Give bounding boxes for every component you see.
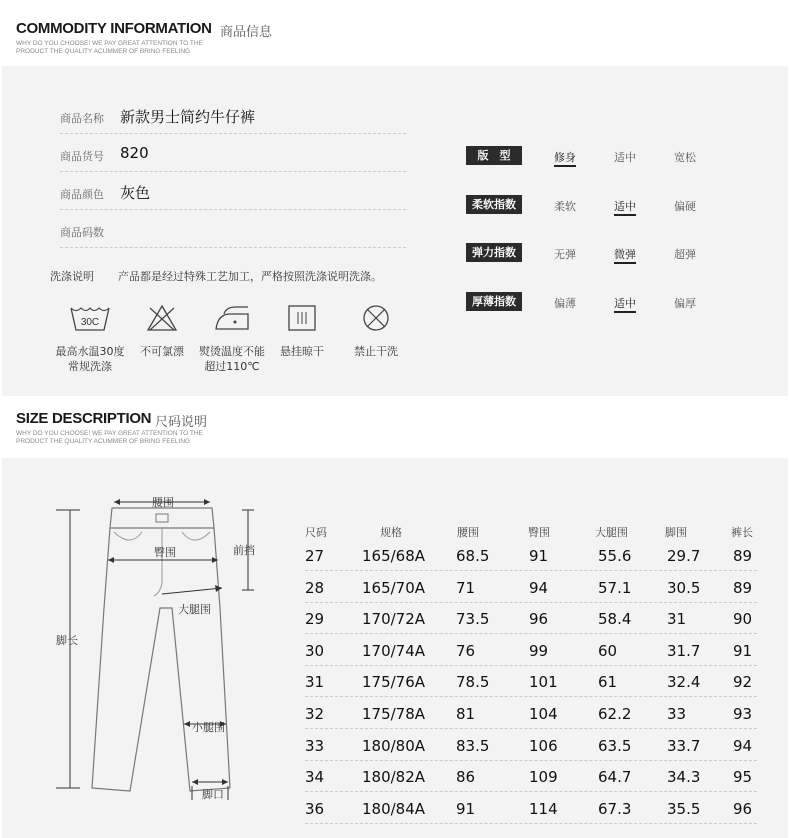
scale-softness <box>466 195 706 215</box>
label-calf: 小腿围 <box>192 721 225 734</box>
scale-option: 适中 <box>614 198 636 216</box>
care-label: 常规洗涤 <box>68 360 112 373</box>
table-cell: 170/74A <box>362 641 426 660</box>
table-cell: 81 <box>456 705 476 723</box>
care-item-no-dry-clean <box>348 304 404 359</box>
care-item-hang-dry <box>274 304 330 359</box>
scale-tag: 版 型 <box>466 146 522 165</box>
table-cell: 175/78A <box>362 705 426 723</box>
table-cell: 170/72A <box>362 610 426 629</box>
table-cell: 67.3 <box>598 799 632 818</box>
table-cell: 34.3 <box>667 768 701 787</box>
table-cell: 31.7 <box>667 641 701 660</box>
table-cell: 31 <box>667 610 687 629</box>
scale-tag: 厚薄指数 <box>466 292 522 311</box>
table-cell: 94 <box>733 736 753 755</box>
table-cell: 96 <box>733 799 753 818</box>
size-title-cn: 尺码说明 <box>155 415 208 430</box>
table-cell: 180/80A <box>362 736 426 755</box>
table-cell: 101 <box>529 673 558 692</box>
table-cell: 78.5 <box>456 673 490 692</box>
table-cell: 32.4 <box>667 673 701 692</box>
scale-elasticity <box>466 243 706 263</box>
table-cell: 91 <box>529 547 549 565</box>
table-cell: 180/82A <box>362 768 426 787</box>
table-cell: 30.5 <box>667 578 701 597</box>
size-title-en: SIZE DESCRIPTION <box>16 410 152 427</box>
table-cell: 86 <box>456 768 476 787</box>
table-cell: 96 <box>529 610 549 629</box>
label-rise: 前挡 <box>233 544 255 557</box>
care-item-wash <box>48 304 132 374</box>
label-waist: 腰围 <box>152 496 174 509</box>
scale-fit <box>466 146 706 166</box>
table-cell: 114 <box>529 799 558 818</box>
size-subtitle-line2: PRODUCT THE QUALITY ACUMMER OF BRING FEELING <box>16 438 191 445</box>
scale-option: 偏硬 <box>674 200 696 213</box>
care-label: 禁止干洗 <box>354 345 398 358</box>
table-cell: 175/76A <box>362 673 426 692</box>
table-cell: 94 <box>529 578 549 597</box>
table-cell: 89 <box>733 547 753 565</box>
table-cell: 68.5 <box>456 547 490 565</box>
size-header-cell: 脚围 <box>665 526 687 539</box>
size-header-cell: 裤长 <box>731 526 753 539</box>
table-cell: 83.5 <box>456 736 490 755</box>
table-cell: 76 <box>456 641 476 660</box>
scale-option: 偏薄 <box>554 297 576 310</box>
table-cell: 55.6 <box>598 547 632 565</box>
commodity-title-cn: 商品信息 <box>220 25 273 40</box>
table-cell: 30 <box>305 641 325 660</box>
table-row-divider <box>305 602 757 603</box>
size-header <box>0 396 790 458</box>
scale-option: 超弹 <box>674 248 696 261</box>
attr-label: 商品码数 <box>60 226 104 239</box>
care-item-iron <box>192 304 272 374</box>
table-row-divider <box>305 760 757 761</box>
size-panel <box>2 458 788 838</box>
iron-icon <box>210 304 254 332</box>
size-header-cell: 臀围 <box>528 526 550 539</box>
size-subtitle <box>16 430 236 446</box>
scale-option: 适中 <box>614 151 636 164</box>
attr-label: 商品货号 <box>60 150 104 163</box>
table-cell: 62.2 <box>598 705 632 723</box>
table-cell: 32 <box>305 705 325 723</box>
table-cell: 73.5 <box>456 610 490 629</box>
table-cell: 165/68A <box>362 547 426 565</box>
hang-dry-icon <box>285 304 319 332</box>
care-label: 悬挂晾干 <box>280 345 324 358</box>
label-thigh: 大腿围 <box>178 603 211 616</box>
table-row-divider <box>305 696 757 697</box>
scale-option: 修身 <box>554 149 576 167</box>
attr-label: 商品名称 <box>60 112 104 125</box>
attr-label: 商品颜色 <box>60 188 104 201</box>
table-cell: 180/84A <box>362 799 426 818</box>
table-cell: 36 <box>305 799 325 818</box>
scale-option: 偏厚 <box>674 297 696 310</box>
table-cell: 33.7 <box>667 736 701 755</box>
commodity-panel <box>2 66 788 396</box>
care-label: 熨烫温度不能 <box>199 345 265 358</box>
table-cell: 28 <box>305 578 325 597</box>
table-cell: 58.4 <box>598 610 632 629</box>
commodity-subtitle-line1: WHY DO YOU CHOOSE! WE PAY GREAT ATTENTION TO THE <box>16 40 203 47</box>
care-label: 不可氯漂 <box>140 345 184 358</box>
scale-option: 柔软 <box>554 200 576 213</box>
table-cell: 165/70A <box>362 578 426 597</box>
table-cell: 31 <box>305 673 325 692</box>
label-length: 脚长 <box>56 634 78 647</box>
pants-diagram <box>42 488 272 833</box>
table-cell: 90 <box>733 610 753 629</box>
scale-tag: 柔软指数 <box>466 195 522 214</box>
table-cell: 93 <box>733 705 753 723</box>
care-item-no-bleach <box>134 304 190 359</box>
table-row-divider <box>305 728 757 729</box>
table-cell: 33 <box>305 736 325 755</box>
table-row-divider <box>305 633 757 634</box>
care-label: 超过110℃ <box>204 360 260 373</box>
attr-row-color <box>60 174 406 210</box>
attr-row-sizes <box>60 212 406 248</box>
table-cell: 29.7 <box>667 547 701 565</box>
wash-text: 产品都是经过特殊工艺加工，严格按照洗涤说明洗涤。 <box>118 270 382 283</box>
attr-value: 灰色 <box>120 184 151 202</box>
scale-option: 无弹 <box>554 248 576 261</box>
scale-tag: 弹力指数 <box>466 243 522 262</box>
label-hem: 脚口 <box>202 788 224 801</box>
attr-value: 820 <box>120 144 149 162</box>
commodity-subtitle-line2: PRODUCT THE QUALITY ACUMMER OF BRING FEELING <box>16 48 191 55</box>
label-hip: 臀围 <box>154 546 176 559</box>
care-label: 最高水温30度 <box>55 345 125 358</box>
table-cell: 104 <box>529 705 558 723</box>
commodity-title-en: COMMODITY INFORMATION <box>16 20 212 37</box>
table-cell: 99 <box>529 641 549 660</box>
size-subtitle-line1: WHY DO YOU CHOOSE! WE PAY GREAT ATTENTION TO THE <box>16 430 203 437</box>
table-row-divider <box>305 570 757 571</box>
attr-value: 新款男士简约牛仔裤 <box>120 108 256 126</box>
wash-instructions <box>50 268 382 284</box>
table-cell: 60 <box>598 641 618 660</box>
no-dry-clean-icon <box>359 304 393 332</box>
scale-option: 宽松 <box>674 151 696 164</box>
table-cell: 57.1 <box>598 578 632 597</box>
wash-label: 洗涤说明 <box>50 270 94 283</box>
table-cell: 34 <box>305 768 325 787</box>
wash-temp-glyph: 30C <box>80 317 100 328</box>
table-cell: 91 <box>456 799 476 818</box>
size-header-cell: 大腿围 <box>595 526 628 539</box>
table-cell: 89 <box>733 578 753 597</box>
attr-row-sku <box>60 136 406 172</box>
scale-option: 微弹 <box>614 246 636 264</box>
size-header-cell: 规格 <box>380 526 402 539</box>
table-cell: 64.7 <box>598 768 632 787</box>
table-cell: 29 <box>305 610 325 629</box>
table-cell: 71 <box>456 578 476 597</box>
table-row-divider <box>305 665 757 666</box>
commodity-subtitle <box>16 40 236 56</box>
wash-30c-icon <box>68 304 112 332</box>
table-cell: 109 <box>529 768 558 787</box>
size-header-cell: 尺码 <box>305 526 327 539</box>
table-row-divider <box>305 791 757 792</box>
table-cell: 33 <box>667 705 687 723</box>
table-cell: 35.5 <box>667 799 701 818</box>
table-row-divider <box>305 823 757 824</box>
commodity-header <box>0 0 790 62</box>
table-cell: 106 <box>529 736 558 755</box>
scale-thickness <box>466 292 706 312</box>
table-cell: 91 <box>733 641 753 660</box>
size-header-cell: 腰围 <box>457 526 479 539</box>
table-cell: 61 <box>598 673 618 692</box>
attr-row-name <box>60 98 406 134</box>
table-cell: 92 <box>733 673 753 692</box>
table-cell: 63.5 <box>598 736 632 755</box>
no-bleach-icon <box>145 304 179 332</box>
table-cell: 27 <box>305 547 325 565</box>
scale-option: 适中 <box>614 295 636 313</box>
table-cell: 95 <box>733 768 753 787</box>
